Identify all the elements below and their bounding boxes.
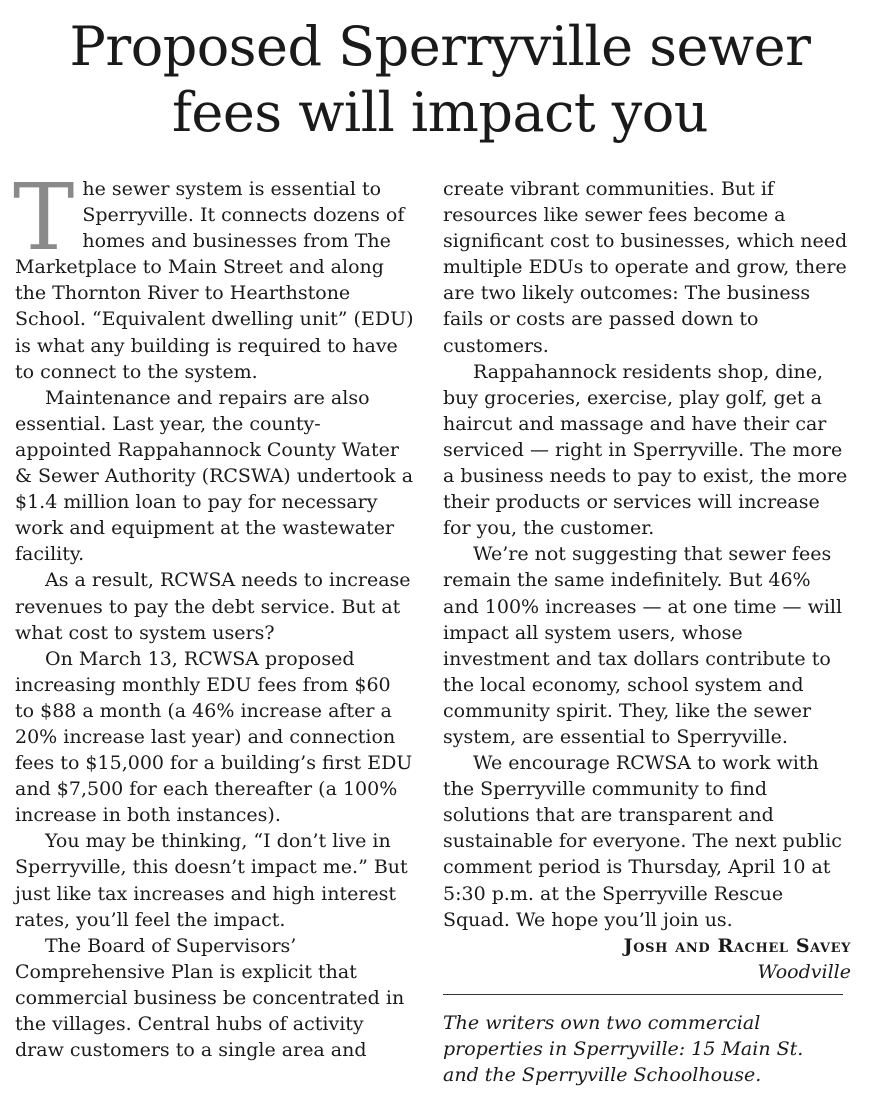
paragraph-2: Maintenance and repairs are also essential. Last year, the county-appointed Rappahannock County Water & Sewer Authority (RCSWA) undertook a $1.4 million loan to pay for necessary work and equipment at the wastewater facility. xyxy=(15,386,414,566)
paragraph-1-text: he sewer system is essential to Sperryville. It connects dozens of homes and businesses from The Marketplace to Main Street and along the Thornton River to Hearthstone School. “Equivalent dwelling unit” (EDU) is what any building is required to have to connect to the system. xyxy=(15,178,414,383)
headline-line-2: fees will impact you xyxy=(171,81,709,144)
paragraph-7: Rappahannock residents shop, dine, buy groceries, exercise, play golf, get a haircut and massage and have their car serviced — right in Sperryville. The more a business needs to pay to exist, the more their products or services will increase for you, the customer. xyxy=(443,360,848,540)
paragraph-5: You may be thinking, “I don’t live in Sperryville, this doesn’t impact me.” But just like tax increases and high interest rates, you’ll feel the impact. xyxy=(15,830,408,931)
writer-note-text: The writers own two commercial properties in Sperryville: 15 Main St. and the Sperryville Schoolhouse. xyxy=(443,1012,804,1086)
headline xyxy=(0,14,880,146)
author-byline: Josh and Rachel Savey xyxy=(623,934,851,957)
writer-note xyxy=(443,1010,843,1088)
divider-rule xyxy=(443,994,843,995)
headline-line-1: Proposed Sperryville sewer xyxy=(69,15,811,78)
paragraph-9: We encourage RCWSA to work with the Sperryville community to find solutions that are transparent and sustainable for everyone. The next public comment period is Thursday, April 10 at 5:30 p.m. at the Sperryville Rescue Squad. We hope you’ll join us. xyxy=(443,752,842,931)
article-column-left xyxy=(13,164,415,1063)
drop-cap: T xyxy=(13,164,75,271)
article-column-right xyxy=(443,176,851,985)
paragraph-8: We’re not suggesting that sewer fees remain the same indefinitely. But 46% and 100% increases — at one time — will impact all system users, whose investment and tax dollars contribute to the local economy, school system and community spirit. They, like the sewer system, are essential to Sperryville. xyxy=(443,543,843,748)
paragraph-6-continued: create vibrant communities. But if resources like sewer fees become a significant cost to businesses, which need multiple EDUs to operate and grow, there are two likely outcomes: The business fails or costs are passed down to customers. xyxy=(443,178,848,357)
paragraph-1 xyxy=(13,164,415,385)
paragraph-3: As a result, RCWSA needs to increase revenues to pay the debt service. But at what cost to system users? xyxy=(15,569,411,644)
author-town: Woodville xyxy=(757,960,851,983)
paragraph-4: On March 13, RCWSA proposed increasing monthly EDU fees from $60 to $88 a month (a 46% increase after a 20% increase last year) and connection fees to $15,000 for a building’s first EDU and $7,500 for each thereafter (a 100% increase in both instances). xyxy=(15,647,413,827)
paragraph-6: The Board of Supervisors’ Comprehensive Plan is explicit that commercial business be concentrated in the villages. Central hubs of activity draw customers to a single area and xyxy=(15,934,405,1062)
